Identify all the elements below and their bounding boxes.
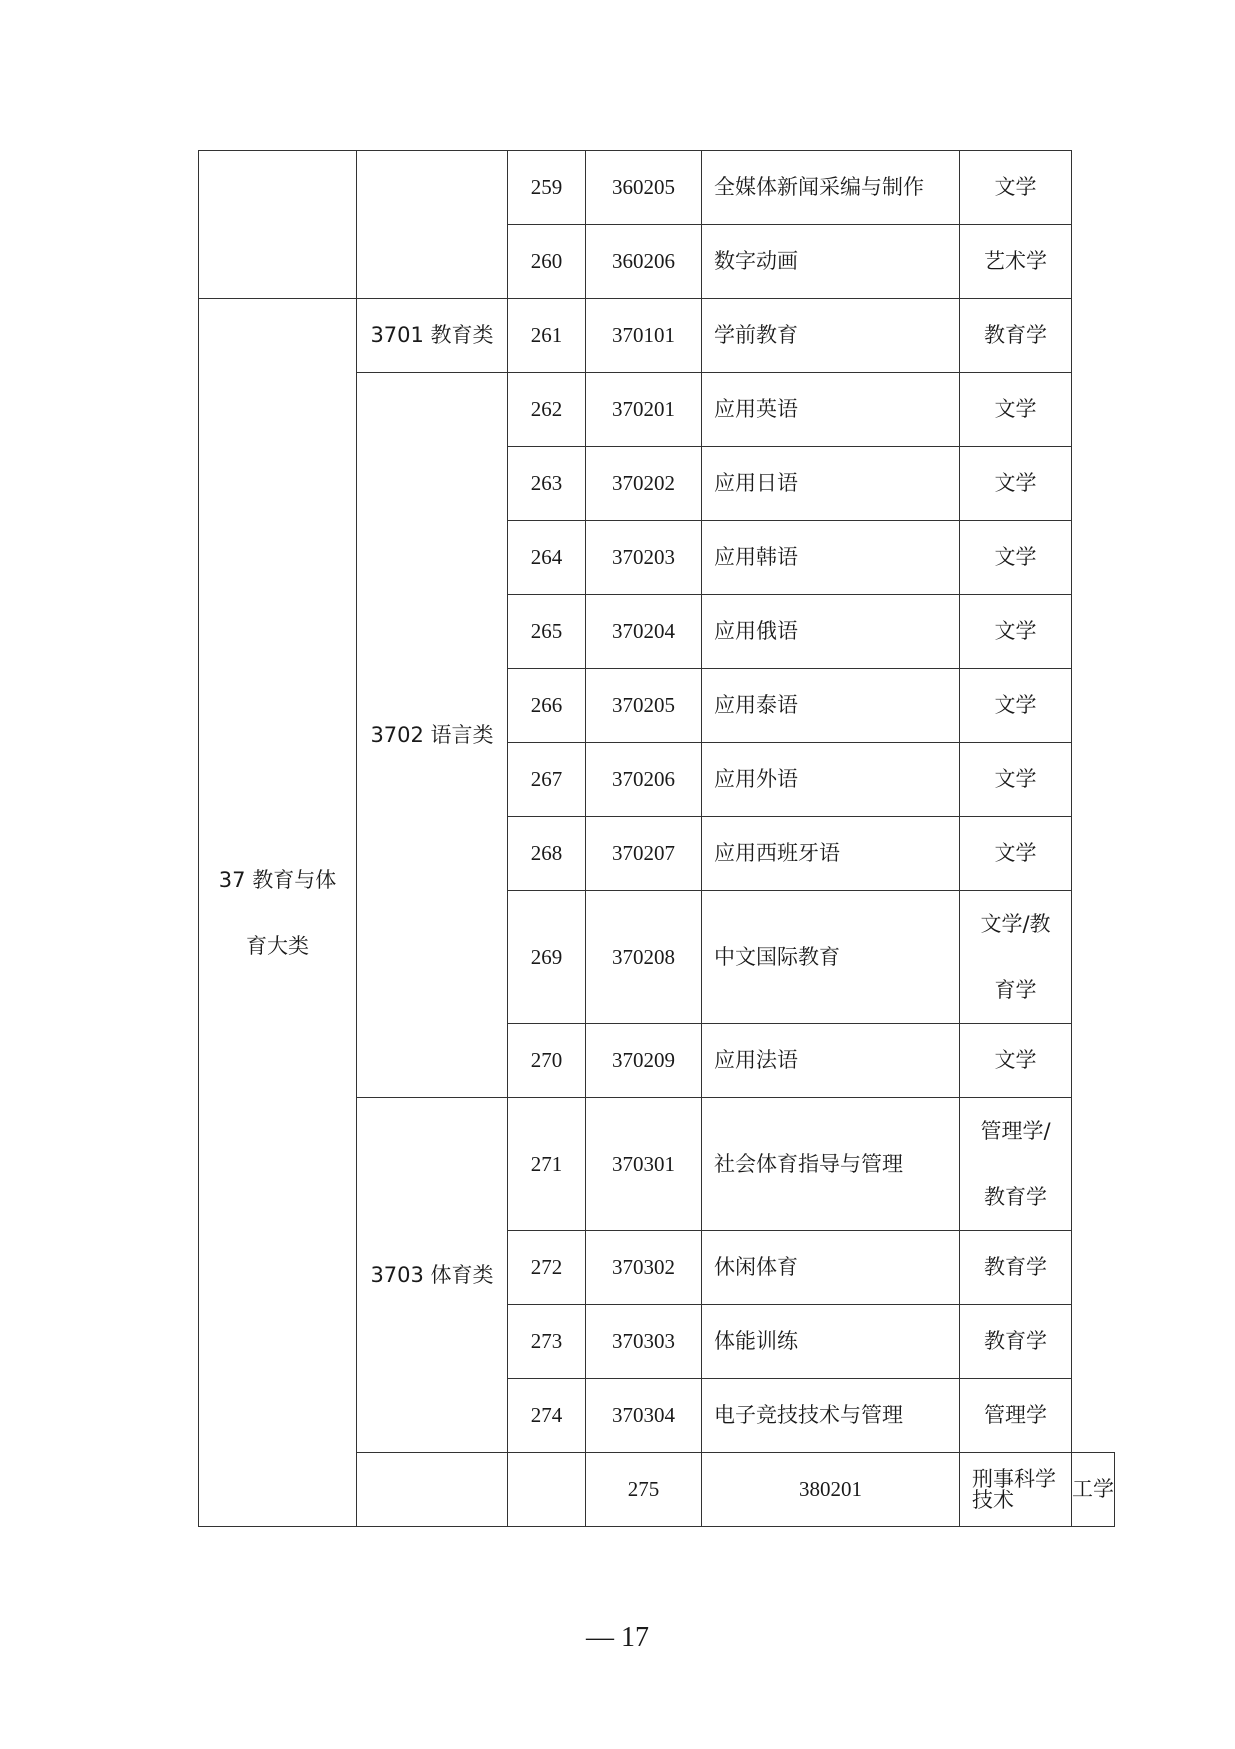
code-cell: 370101 [586, 299, 702, 373]
seq-cell: 259 [508, 151, 586, 225]
specialty-name-cell: 应用西班牙语 [702, 817, 960, 891]
code-cell: 370301 [586, 1098, 702, 1231]
specialty-name-cell: 应用外语 [702, 743, 960, 817]
code-cell: 370208 [586, 891, 702, 1024]
page-number: — 17 [586, 1622, 649, 1653]
major-category-line1: 37 教育与体 [218, 867, 337, 892]
seq-cell: 265 [508, 595, 586, 669]
code-cell: 360206 [586, 225, 702, 299]
degree-cell: 文学 [960, 817, 1072, 891]
degree-cell: 文学 [960, 743, 1072, 817]
code-cell: 360205 [586, 151, 702, 225]
degree-cell: 文学 [960, 669, 1072, 743]
seq-cell: 269 [508, 891, 586, 1024]
specialty-name-cell: 社会体育指导与管理 [702, 1098, 960, 1231]
code-cell: 370201 [586, 373, 702, 447]
degree-cell: 教育学 [960, 1231, 1072, 1305]
seq-cell: 268 [508, 817, 586, 891]
seq-cell: 270 [508, 1024, 586, 1098]
degree-line1: 管理学/ [980, 1119, 1051, 1143]
specialty-name-cell: 应用法语 [702, 1024, 960, 1098]
degree-cell: 文学 [960, 373, 1072, 447]
degree-cell: 文学 [960, 595, 1072, 669]
degree-cell: 文学 [960, 447, 1072, 521]
degree-line2: 教育学 [983, 1185, 1047, 1209]
code-cell: 370204 [586, 595, 702, 669]
code-cell: 370302 [586, 1231, 702, 1305]
degree-cell: 教育学 [960, 299, 1072, 373]
major-category-cell-empty [357, 1453, 508, 1527]
seq-cell: 267 [508, 743, 586, 817]
subcategory-cell-3703: 3703 体育类 [357, 1098, 508, 1453]
subcategory-cell-empty [508, 1453, 586, 1527]
seq-cell: 261 [508, 299, 586, 373]
degree-cell [960, 1098, 1072, 1231]
subcategory-cell-empty [357, 151, 508, 299]
seq-cell: 272 [508, 1231, 586, 1305]
degree-cell: 艺术学 [960, 225, 1072, 299]
code-cell: 370303 [586, 1305, 702, 1379]
specialty-name-cell: 应用英语 [702, 373, 960, 447]
specialty-name-cell: 应用俄语 [702, 595, 960, 669]
major-category-cell [199, 299, 357, 1527]
specialty-table [198, 150, 1115, 1527]
seq-cell: 273 [508, 1305, 586, 1379]
table-row [199, 151, 1115, 225]
degree-line1: 文学/教 [980, 912, 1051, 936]
seq-cell: 275 [586, 1453, 702, 1527]
seq-cell: 262 [508, 373, 586, 447]
degree-cell [960, 891, 1072, 1024]
specialty-name-cell: 全媒体新闻采编与制作 [702, 151, 960, 225]
specialty-name-cell: 学前教育 [702, 299, 960, 373]
code-cell: 370203 [586, 521, 702, 595]
subcategory-cell-3702: 3702 语言类 [357, 373, 508, 1098]
degree-cell: 文学 [960, 521, 1072, 595]
code-cell: 370202 [586, 447, 702, 521]
subcategory-cell-3701: 3701 教育类 [357, 299, 508, 373]
seq-cell: 260 [508, 225, 586, 299]
specialty-name-cell: 刑事科学技术 [960, 1453, 1072, 1527]
table-row [199, 299, 1115, 373]
seq-cell: 271 [508, 1098, 586, 1231]
seq-cell: 263 [508, 447, 586, 521]
seq-cell: 266 [508, 669, 586, 743]
specialty-name-cell: 电子竞技技术与管理 [702, 1379, 960, 1453]
degree-cell: 教育学 [960, 1305, 1072, 1379]
code-cell: 370209 [586, 1024, 702, 1098]
degree-cell: 文学 [960, 1024, 1072, 1098]
specialty-name-cell: 休闲体育 [702, 1231, 960, 1305]
seq-cell: 264 [508, 521, 586, 595]
degree-cell: 工学 [1072, 1453, 1115, 1527]
specialty-name-cell: 应用泰语 [702, 669, 960, 743]
seq-cell: 274 [508, 1379, 586, 1453]
major-category-cell-empty [199, 151, 357, 299]
code-cell: 370206 [586, 743, 702, 817]
specialty-table-container [198, 150, 1115, 1527]
specialty-name-cell: 应用日语 [702, 447, 960, 521]
degree-cell: 管理学 [960, 1379, 1072, 1453]
code-cell: 370205 [586, 669, 702, 743]
specialty-name-cell: 中文国际教育 [702, 891, 960, 1024]
code-cell: 370304 [586, 1379, 702, 1453]
code-cell: 380201 [702, 1453, 960, 1527]
code-cell: 370207 [586, 817, 702, 891]
specialty-name-cell: 数字动画 [702, 225, 960, 299]
degree-cell: 文学 [960, 151, 1072, 225]
major-category-line2: 育大类 [246, 933, 309, 958]
degree-line2: 育学 [994, 978, 1037, 1002]
specialty-name-cell: 应用韩语 [702, 521, 960, 595]
specialty-name-cell: 体能训练 [702, 1305, 960, 1379]
